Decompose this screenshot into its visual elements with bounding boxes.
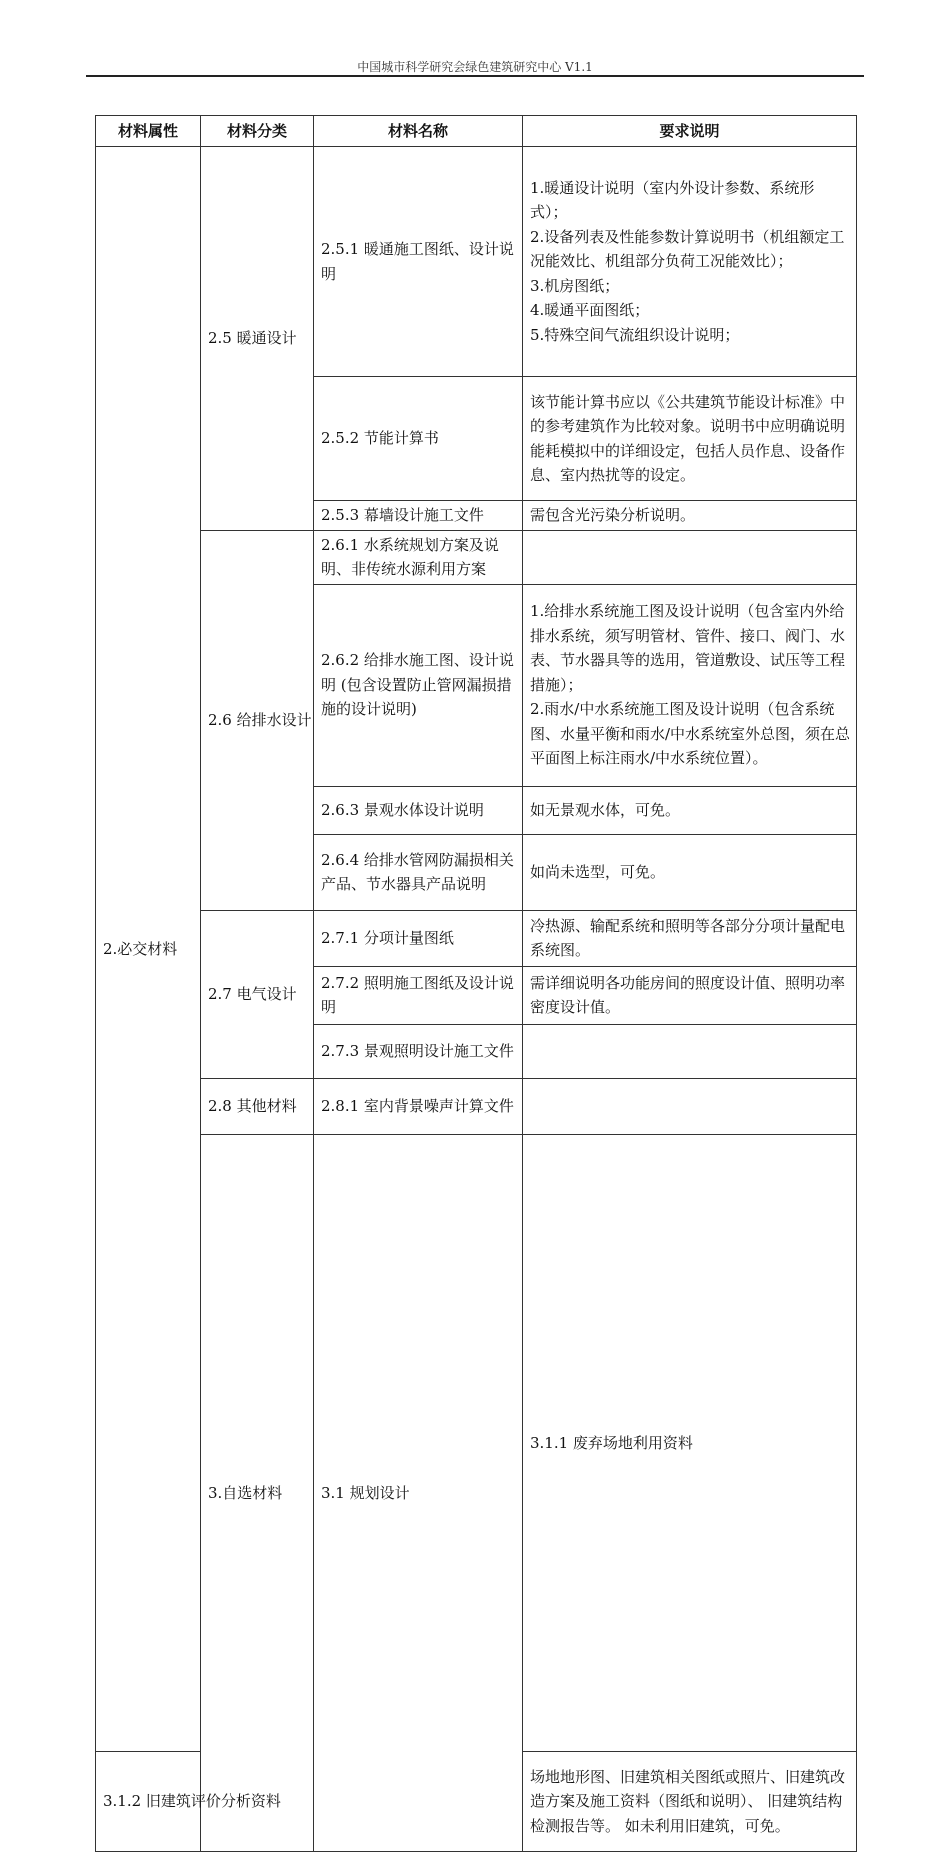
item-requirement: 场地地形图、旧建筑相关图纸或照片、旧建筑改造方案及施工资料（图纸和说明）、 旧建筑结构检测报告等。 如未利用旧建筑，可免。: [523, 1752, 857, 1852]
table-header-row: [96, 116, 857, 147]
attr-required: 2.必交材料: [96, 147, 201, 1752]
item-name: 3.1.2 旧建筑评价分析资料: [96, 1752, 201, 1852]
item-name: 2.8.1 室内背景噪声计算文件: [314, 1078, 523, 1134]
attr-optional: 3.自选材料: [201, 1134, 314, 1852]
item-requirement: [523, 530, 857, 584]
table-row: [96, 910, 857, 966]
category-2-7: 2.7 电气设计: [201, 910, 314, 1078]
page-header: 中国城市科学研究会绿色建筑研究中心 V1.1: [357, 60, 593, 74]
req-line: 5.特殊空间气流组织设计说明；: [530, 325, 740, 344]
category-3-1: 3.1 规划设计: [314, 1134, 523, 1852]
table-row: [96, 530, 857, 584]
req-line: 式）；: [530, 203, 568, 222]
category-2-6: 2.6 给排水设计: [201, 530, 314, 910]
item-name: 2.5.1 暖通施工图纸、设计说明: [314, 147, 523, 377]
req-line: 3.机房图纸；: [530, 276, 620, 295]
item-name: 2.7.1 分项计量图纸: [314, 910, 523, 966]
item-requirement: [523, 1024, 857, 1078]
item-requirement: 冷热源、输配系统和照明等各部分分项计量配电系统图。: [523, 910, 857, 966]
col-header-category: 材料分类: [201, 116, 314, 147]
table-row: [96, 1134, 857, 1752]
item-name: 2.5.2 节能计算书: [314, 377, 523, 501]
req-line: 2.雨水/中水系统施工图及设计说明（包含系统图、水量平衡和雨水/中水系统室外总图，须在总平面图上标注雨水/中水系统位置）。: [530, 700, 851, 768]
req-line: 4.暖通平面图纸；: [530, 301, 650, 320]
col-header-attr: 材料属性: [96, 116, 201, 147]
item-name: 2.6.4 给排水管网防漏损相关产品、节水器具产品说明: [314, 834, 523, 910]
item-name: 2.6.1 水系统规划方案及说明、非传统水源利用方案: [314, 530, 523, 584]
category-2-5: 2.5 暖通设计: [201, 147, 314, 531]
table-row: [96, 1078, 857, 1134]
req-line: 2.设备列表及性能参数计算说明书（机组额定工况能效比、机组部分负荷工况能效比）；: [530, 227, 845, 271]
item-requirement: 需包含光污染分析说明。: [523, 501, 857, 531]
req-line: 1.暖通设计说明（室内外设计参数、系统形: [530, 178, 815, 197]
requirements-table: [95, 115, 857, 1852]
item-name: 3.1.1 废弃场地利用资料: [523, 1134, 857, 1752]
item-name: 2.6.3 景观水体设计说明: [314, 786, 523, 834]
item-requirement: [523, 584, 857, 786]
item-requirement: 需详细说明各功能房间的照度设计值、照明功率密度设计值。: [523, 966, 857, 1024]
item-requirement: 该节能计算书应以《公共建筑节能设计标准》中的参考建筑作为比较对象。说明书中应明确说明能耗模拟中的详细设定，包括人员作息、设备作息、室内热扰等的设定。: [523, 377, 857, 501]
table-row: [96, 147, 857, 377]
item-name: 2.7.2 照明施工图纸及设计说明: [314, 966, 523, 1024]
header-rule: [86, 75, 864, 77]
item-requirement: 如无景观水体，可免。: [523, 786, 857, 834]
item-requirement: [523, 1078, 857, 1134]
category-2-8: 2.8 其他材料: [201, 1078, 314, 1134]
req-line: 1.给排水系统施工图及设计说明（包含室内外给排水系统，须写明管材、管件、接口、阀门、水表、节水器具等的选用，管道敷设、试压等工程措施）；: [530, 602, 846, 694]
item-name: 2.6.2 给排水施工图、设计说明 (包含设置防止管网漏损措 施的设计说明): [314, 584, 523, 786]
item-name: 2.5.3 幕墙设计施工文件: [314, 501, 523, 531]
item-name: 2.7.3 景观照明设计施工文件: [314, 1024, 523, 1078]
item-requirement: 如尚未选型，可免。: [523, 834, 857, 910]
item-requirement: [523, 147, 857, 377]
col-header-requirement: 要求说明: [523, 116, 857, 147]
col-header-name: 材料名称: [314, 116, 523, 147]
